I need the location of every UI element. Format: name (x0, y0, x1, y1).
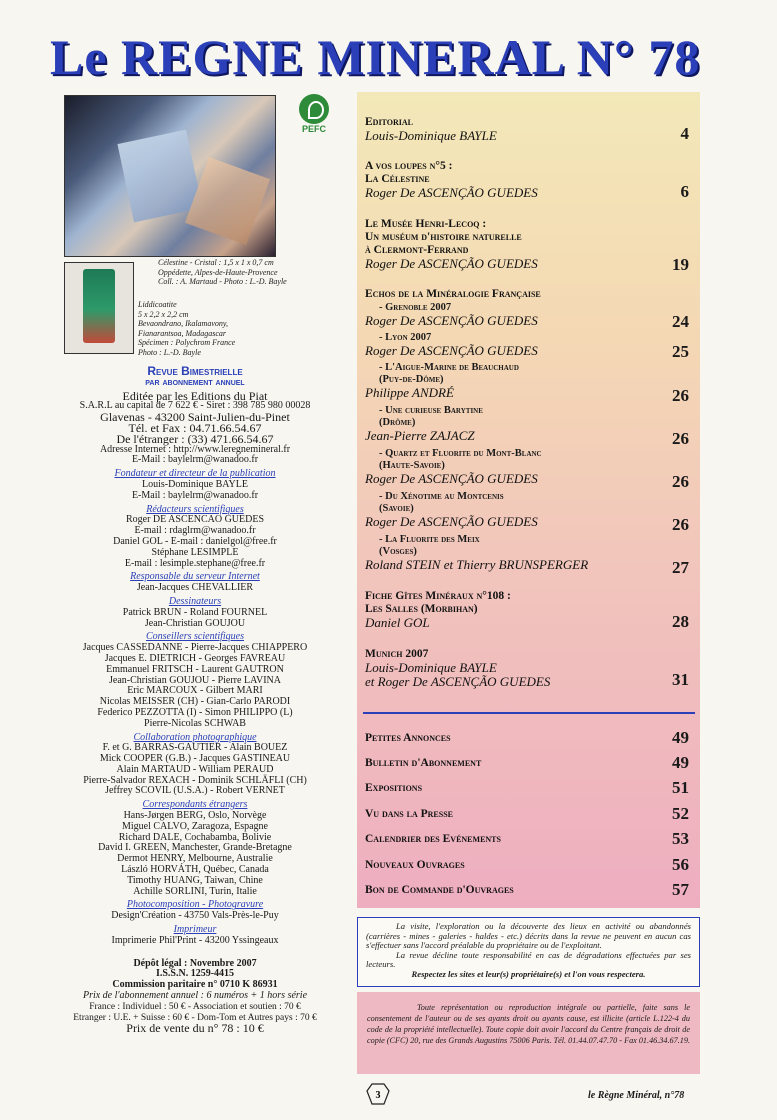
liddicoatite-photo (64, 262, 134, 354)
toc-entry[interactable]: Vu dans la Presse 52 (365, 804, 689, 823)
page-number-text: 3 (375, 1090, 381, 1101)
site-access-notice: La visite, l'exploration ou la découverte des lieux en activité ou abandonnés (carrières - mines - galeries - haldes - etc.) décrits dans la revue ne peuvent en aucun cas s'effectuer sans l'accord préalable du propriétaire ou de l'exploitant. La revue décline toute responsabilité en cas de dégradations effectuées par ses lecteurs. Respectez les sites et leur(s) propriétaire(s) et l'on vous respectera. (357, 917, 700, 987)
section-redacteurs: Rédacteurs scientifiques (146, 503, 244, 515)
toc-entry[interactable]: Nouveaux Ouvrages 56 (365, 855, 689, 874)
crystal-icon (366, 1082, 390, 1106)
magazine-title: Le REGNE MINERAL N° 78 (50, 29, 701, 85)
depot-legal: Dépôt légal : Novembre 2007 (133, 957, 257, 969)
pefc-logo: PEFC (296, 94, 332, 134)
section-fondateur: Fondateur et directeur de la publication (114, 468, 276, 480)
section-imprimeur: Imprimeur (173, 924, 217, 936)
toc-entry[interactable]: - Grenoble 2007 Roger De ASCENÇÃO GUEDES 24 (365, 302, 689, 331)
prix-vente: Prix de vente du n° 78 : 10 € (126, 1021, 264, 1036)
section-collaboration: Collaboration photographique (133, 731, 257, 743)
section-serveur: Responsable du serveur Internet (130, 571, 260, 583)
revue-title: Revue Bimestrielle (147, 364, 243, 378)
toc-divider (363, 712, 695, 714)
toc-entry[interactable]: Le Musée Henri-Lecoq : Un muséum d'histoire naturelle à Clermont-Ferrand Roger De ASCENÇÃO GUEDES 19 (365, 218, 689, 274)
toc-entry[interactable]: - Une curieuse Barytine (Drôme) Jean-Pierre ZAJACZ 26 (365, 405, 689, 448)
toc-entry[interactable]: Editorial Louis-Dominique BAYLE 4 (365, 116, 689, 143)
toc-section-title: Echos de la Minéralogie Française (365, 288, 541, 300)
toc-entry[interactable]: - La Fluorite des Meix (Vosges) Roland STEIN et Thierry BRUNSPERGER 27 (365, 534, 689, 577)
table-of-contents (357, 92, 700, 908)
liddicoatite-caption: Liddicoatite 5 x 2,2 x 2,2 cm Bevaondrano, Ikalamavony, Fianarantsoa, Madagascar Spécimen : Polychrom France Photo : L.-D. Bayle (138, 300, 236, 357)
editor: Editée par les Editions du Piat (122, 388, 268, 403)
toc-entry[interactable]: Petites Annonces 49 (365, 728, 689, 747)
section-correspondants: Correspondants étrangers (142, 799, 248, 811)
toc-entry[interactable]: Munich 2007 Louis-Dominique BAYLE et Roger De ASCENÇÃO GUEDES 31 (365, 648, 689, 689)
section-conseillers: Conseillers scientifiques (145, 631, 245, 643)
toc-entry[interactable]: - Quartz et Fluorite du Mont-Blanc (Haute-Savoie) Roger De ASCENÇÃO GUEDES 26 (365, 448, 689, 491)
celestine-caption: Célestine - Cristal : 1,5 x 1 x 0,7 cm Oppédette, Alpes-de-Haute-Provence Coll. : A. Martaud - Photo : L.-D. Bayle (158, 258, 287, 286)
copyright-notice: Toute représentation ou reproduction intégrale ou partielle, faite sans le consentement de l'auteur ou de ses ayants droit ou ayants cause, est illicite (article L.122-4 du code de la propriété intellectuelle). Toute copie doit avoir l'accord du Centre français de droit de copie (CFC) 20, rue des Grands Augustins 75006 Paris. Tél. 01.44.07.47.70 - Fax 01.46.34.67.19. (357, 992, 700, 1074)
toc-entry[interactable]: Expositions 51 (365, 778, 689, 797)
pefc-tree-icon (299, 94, 329, 124)
section-photocomposition: Photocomposition - Photogravure (126, 899, 264, 911)
masthead: Revue Bimestrielle par abonnement annuel Editée par les Editions du Piat S.A.R.L au capital de 7 622 € - Siret : 398 785 980 00028 Glavenas - 43200 Saint-Julien-du-Pinet Tél. et Fax : 04.71.66.54.67 De l'étranger : (33) 471.66.54.67 Adresse Internet : http://www.leregnemineral.fr E-Mail : baylelrm@wanadoo.fr Fondateur et directeur de la publication Louis-Dominique BAYLE E-Mail : baylelrm@wanadoo.fr Rédacteurs scientifiques Roger DE ASCENCAO GUEDES E-mail : rdaglrm@wanadoo.fr Daniel GOL - E-mail : danielgol@free.fr Stéphane LESIMPLE E-mail : lesimple.stephane@free.fr Responsable du serveur Internet Jean-Jacques CHEVALLIER Dessinateurs Patrick BRUN - Roland FOURNEL Jean-Christian GOUJOU Conseillers scientifiques Jacques CASSEDANNE - Pierre-Jacques CHIAPPERO Jacques E. DIETRICH - Georges FAVREAU Emmanuel FRITSCH - Laurent GAUTRON Jean-Christian GOUJOU - Pierre LAVINA Eric MARCOUX - Gilbert MARI Nicolas MEISSER (CH) - Gian-Carlo PARODI Federico PEZZOTTA (I) - Simon PHILIPPO (L) Pierre-Nicolas SCHWAB Collaboration photographique F. et G. BARRAS-GAUTIER - Alain BOUEZ Mick COOPER (G.B.) - Jacques GASTINEAU Alain MARTAUD - William PERAUD Pierre-Salvador REXACH - Dominik SCHLÄFLI (CH) Jeffrey SCOVIL (U.S.A.) - Robert VERNET Correspondants étrangers Hans-Jørgen BERG, Oslo, Norvège Miguel CALVO, Zaragoza, Espagne Richard DALE, Cochabamba, Bolivie David I. GREEN, Manchester, Grande-Bretagne Dermot HENRY, Melbourne, Australie László HORVÁTH, Québec, Canada Timothy HUANG, Taiwan, Chine Achille SORLINI, Turin, Italie Photocomposition - Photogravure Design'Création - 43750 Vals-Près-le-Puy Imprimeur Imprimerie Phil'Print - 43200 Yssingeaux Dépôt légal : Novembre 2007 I.S.S.N. 1259-4415 Commission paritaire n° 0710 K 86931 Prix de l'abonnement annuel : 6 numéros + 1 hors série France : Individuel : 50 € - Association et soutien : 70 € Etranger : U.E. + Suisse : 60 € - Dom-Tom et Autres pays : 70 € Prix de vente du n° 78 : 10 € (45, 366, 345, 1034)
revue-subtitle: par abonnement annuel (145, 375, 245, 388)
toc-entry[interactable]: Bulletin d'Abonnement 49 (365, 753, 689, 772)
toc-entry[interactable]: - Lyon 2007 Roger De ASCENÇÃO GUEDES 25 (365, 332, 689, 361)
toc-entry[interactable]: Calendrier des Evénements 53 (365, 829, 689, 848)
toc-entry[interactable]: Bon de Commande d'Ouvrages 57 (365, 880, 689, 899)
issn: I.S.S.N. 1259-4415 (155, 968, 235, 980)
page-number (366, 1082, 390, 1106)
toc-entry[interactable]: Fiche Gîtes Minéraux n°108 : Les Salles (Morbihan) Daniel GOL 28 (365, 590, 689, 631)
toc-entry[interactable]: A vos loupes n°5 : La Célestine Roger De ASCENÇÃO GUEDES 6 (365, 160, 689, 201)
toc-entry[interactable]: - Du Xénotime au Montcenis (Savoie) Roger De ASCENÇÃO GUEDES 26 (365, 491, 689, 534)
section-dessinateurs: Dessinateurs (168, 595, 222, 607)
celestine-photo (64, 95, 276, 257)
toc-entry[interactable]: - L'Aigue-Marine de Beauchaud (Puy-de-Dôme) Philippe ANDRÉ 26 (365, 362, 689, 405)
commission-paritaire: Commission paritaire n° 0710 K 86931 (112, 979, 278, 991)
footer-title: le Règne Minéral, n°78 (588, 1090, 685, 1101)
